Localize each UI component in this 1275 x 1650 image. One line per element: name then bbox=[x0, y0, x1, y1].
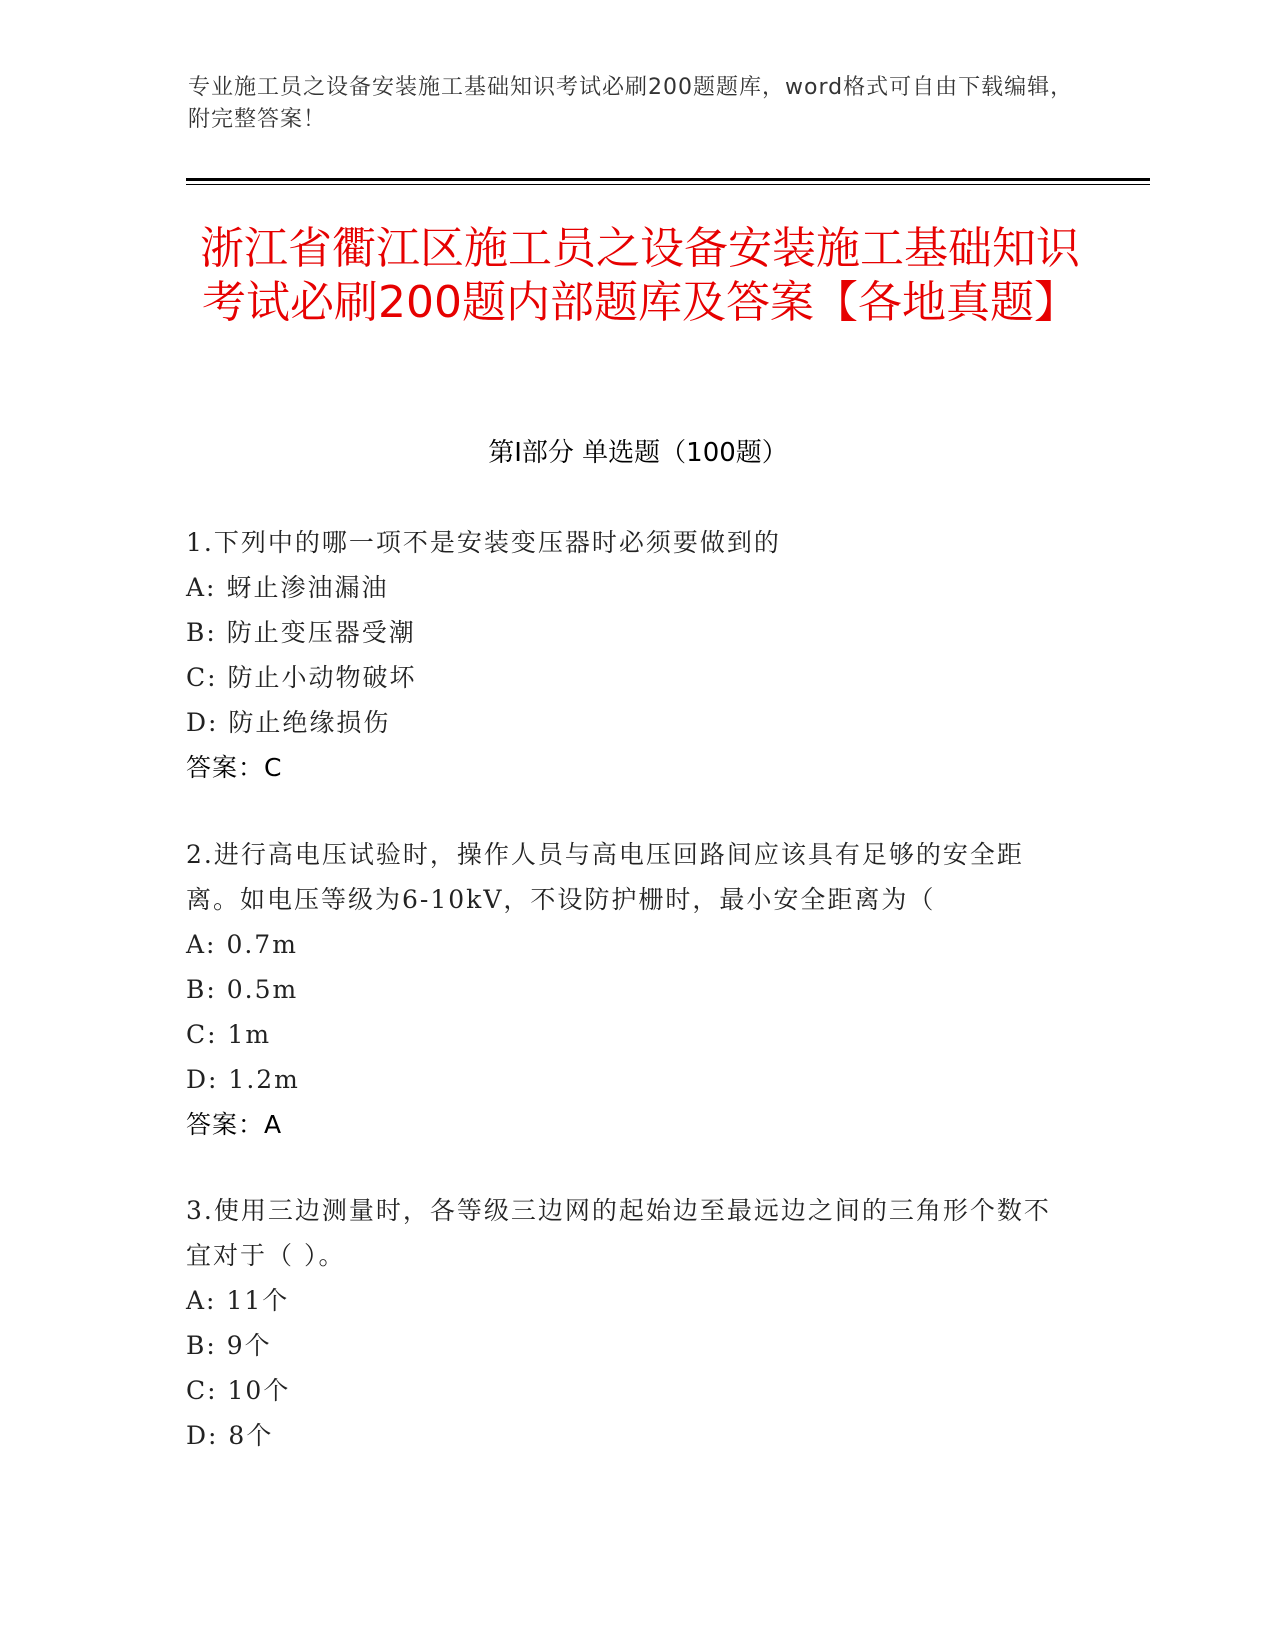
header-rule-thick bbox=[186, 178, 1150, 181]
option-a bbox=[186, 1278, 1066, 1323]
option-text: 11个 bbox=[226, 1286, 290, 1315]
option-text: 10个 bbox=[227, 1376, 291, 1405]
question-stem: 1.下列中的哪一项不是安装变压器时必须要做到的 bbox=[186, 528, 781, 557]
option-key: C: bbox=[186, 1020, 218, 1049]
answer-label: 答案：A bbox=[186, 1110, 283, 1139]
option-key: A: bbox=[186, 930, 217, 959]
option-key: D: bbox=[186, 708, 219, 737]
option-b bbox=[186, 1323, 1066, 1368]
option-text: 1m bbox=[227, 1020, 272, 1049]
option-c bbox=[186, 1368, 1066, 1413]
question-stem: 3.使用三边测量时，各等级三边网的起始边至最远边之间的三角形个数不宜对于（ ）。 bbox=[186, 1196, 1051, 1270]
option-text: 防止绝缘损伤 bbox=[228, 708, 391, 737]
option-key: B: bbox=[186, 618, 217, 647]
question-2 bbox=[186, 832, 1066, 1147]
option-key: D: bbox=[186, 1065, 219, 1094]
option-a bbox=[186, 922, 1066, 967]
option-c bbox=[186, 655, 1066, 700]
header-note: 专业施工员之设备安装施工基础知识考试必刷200题题库，word格式可自由下载编辑，附完整答案！ bbox=[188, 75, 1074, 132]
option-key: C: bbox=[186, 663, 218, 692]
option-a bbox=[186, 565, 1066, 610]
option-b bbox=[186, 610, 1066, 655]
option-key: A: bbox=[186, 573, 217, 602]
option-key: D: bbox=[186, 1421, 219, 1450]
option-c bbox=[186, 1012, 1066, 1057]
option-d bbox=[186, 1057, 1066, 1102]
option-text: 蚜止渗油漏油 bbox=[226, 573, 389, 602]
question-1 bbox=[186, 520, 1066, 790]
option-text: 9个 bbox=[226, 1331, 272, 1360]
option-key: C: bbox=[186, 1376, 218, 1405]
option-key: A: bbox=[186, 1286, 217, 1315]
option-key: B: bbox=[186, 975, 217, 1004]
section-title: 第I部分 单选题（100题） bbox=[488, 438, 788, 468]
option-d bbox=[186, 700, 1066, 745]
question-stem: 2.进行高电压试验时，操作人员与高电压回路间应该具有足够的安全距离。如电压等级为6-10kV，不设防护栅时，最小安全距离为（ bbox=[186, 840, 1024, 914]
option-text: 8个 bbox=[228, 1421, 274, 1450]
answer-label: 答案：C bbox=[186, 753, 283, 782]
option-text: 防止小动物破坏 bbox=[227, 663, 417, 692]
option-text: 1.2m bbox=[228, 1065, 300, 1094]
option-text: 防止变压器受潮 bbox=[226, 618, 416, 647]
option-text: 0.5m bbox=[226, 975, 299, 1004]
option-d bbox=[186, 1413, 1066, 1458]
option-b bbox=[186, 967, 1066, 1012]
option-text: 0.7m bbox=[226, 930, 298, 959]
option-key: B: bbox=[186, 1331, 217, 1360]
header-rule-thin bbox=[186, 184, 1150, 185]
question-3 bbox=[186, 1188, 1066, 1458]
document-title: 浙江省衢江区施工员之设备安装施工基础知识考试必刷200题内部题库及答案【各地真题】 bbox=[200, 223, 1080, 328]
